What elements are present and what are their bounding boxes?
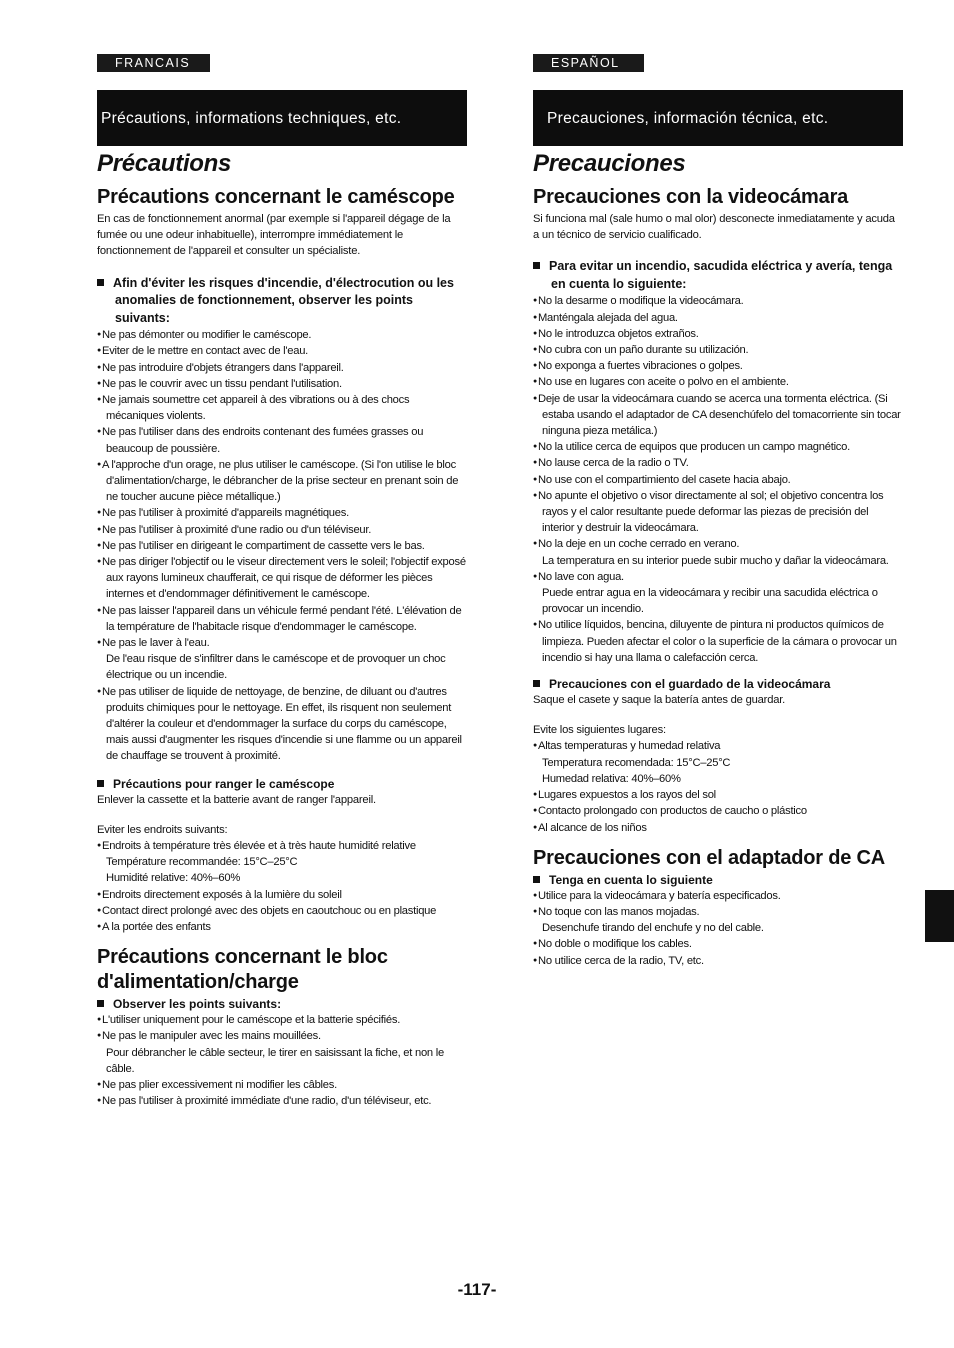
list-item: ● Ne pas introduire d'objets étrangers dans l'appareil. [97, 360, 467, 376]
avoid-list [97, 838, 467, 854]
list-item: ● Altas temperaturas y humedad relativa [533, 738, 903, 754]
storage-heading-text: Precauciones con el guardado de la videocámara [549, 677, 831, 692]
adapter-list-cont [97, 1077, 467, 1109]
storage-text: Enlever la cassette et la batterie avant de ranger l'appareil. [97, 793, 376, 806]
list-item: ● No lave con agua. [533, 569, 903, 585]
spanish-body [533, 146, 903, 969]
list-item: ● Ne jamais soumettre cet appareil à des vibrations ou à des chocs mécaniques violents. [97, 392, 467, 424]
precautions-list [97, 327, 467, 651]
relative-humidity: Humedad relativa: 40%–60% [542, 772, 681, 785]
avoid-intro: Eviter les endroits suivants: [97, 823, 228, 836]
adapter-list [97, 1012, 467, 1044]
list-item: ● No la deje en un coche cerrado en verano. [533, 536, 903, 552]
observe-heading-text: Tenga en cuenta lo siguiente [549, 872, 713, 887]
adapter-list [533, 888, 903, 920]
list-note: Puede entrar agua en la videocámara y recibir una sacudida eléctrica o provocar un incendio. [542, 587, 878, 616]
list-item: ● Eviter de le mettre en contact avec de l'eau. [97, 343, 467, 359]
list-item: ● No use en lugares con aceite o polvo en el ambiente. [533, 374, 903, 390]
warning-heading-text: Afin d'éviter les risques d'incendie, d'électrocution ou les anomalies de fonctionnement, observer les points suivants: [113, 275, 454, 325]
avoid-list-cont [97, 887, 467, 936]
list-item: ● No doble o modifique los cables. [533, 936, 903, 952]
list-item: ● Ne pas l'utiliser à proximité d'une radio ou d'un téléviseur. [97, 522, 467, 538]
list-item: ● Ne pas laisser l'appareil dans un véhicule fermé pendant l'été. L'élévation de la température de l'habitacle risque d'endommager le caméscope. [97, 603, 467, 635]
storage-heading [533, 676, 903, 692]
adapter-list-cont [533, 936, 903, 968]
list-item: ● No la utilice cerca de equipos que producen un campo magnético. [533, 439, 903, 455]
list-note: Pour débrancher le câble secteur, le tirer en saisissant la fiche, et non le câble. [106, 1046, 444, 1075]
list-item: ● Contact direct prolongé avec des objets en caoutchouc ou en plastique [97, 903, 467, 919]
list-item: ● Al alcance de los niños [533, 820, 903, 836]
avoid-list-cont [533, 787, 903, 836]
section-header-bar: Précautions, informations techniques, etc. [97, 90, 467, 146]
language-tab: FRANCAIS [97, 54, 210, 72]
language-tab: ESPAÑOL [533, 54, 644, 72]
list-item: ● Endroits à température très élevée et à très haute humidité relative [97, 838, 467, 854]
list-item: ● Ne pas le couvrir avec un tissu pendant l'utilisation. [97, 376, 467, 392]
list-item: ● Lugares expuestos a los rayos del sol [533, 787, 903, 803]
avoid-intro: Evite los siguientes lugares: [533, 724, 666, 737]
page-title: Précautions [97, 150, 232, 177]
chapter-edge-marker [925, 890, 954, 942]
warning-heading [533, 258, 903, 293]
list-item: ● No lause cerca de la radio o TV. [533, 455, 903, 471]
square-bullet-icon [533, 876, 540, 883]
list-item: ● Ne pas plier excessivement ni modifier les câbles. [97, 1077, 467, 1093]
list-item: ● Utilice para la videocámara y batería especificados. [533, 888, 903, 904]
intro-text: Si funciona mal (sale humo o mal olor) desconecte inmediatamente y acuda a un técnico de servicio cualificado. [533, 213, 895, 242]
relative-humidity: Humidité relative: 40%–60% [106, 872, 241, 885]
storage-text: Saque el casete y saque la batería antes de guardar. [533, 694, 786, 707]
observe-heading [97, 996, 467, 1012]
precautions-list [533, 293, 903, 552]
intro-text: En cas de fonctionnement anormal (par exemple si l'appareil dégage de la fumée ou une odeur inhabituelle), interrompre immédiatement le fonctionnement de l'appareil et consulter un spécialiste. [97, 213, 451, 258]
list-item: ● Deje de usar la videocámara cuando se acerca una tormenta eléctrica. (Si estaba usando el adaptador de CA desenchúfelo del tomacorriente sin tocar ninguna pieza metálica.) [533, 391, 903, 440]
list-item: ● No utilice cerca de la radio, TV, etc. [533, 953, 903, 969]
list-item: ● No exponga a fuertes vibraciones o golpes. [533, 358, 903, 374]
list-item: ● No apunte el objetivo o visor directamente al sol; el objetivo concentra los rayos y el calor resultante puede deformar las piezas de precisión del interior y destruir la videocámara. [533, 488, 903, 537]
list-item: ● No cubra con un paño durante su utilización. [533, 342, 903, 358]
list-item: ● Ne pas le manipuler avec les mains mouillées. [97, 1028, 467, 1044]
precautions-list-end [97, 684, 467, 765]
list-item: ● No le introduzca objetos extraños. [533, 326, 903, 342]
storage-heading-text: Précautions pour ranger le caméscope [113, 776, 335, 791]
adapter-precautions-heading: Précautions concernant le bloc d'alimentation/charge [97, 946, 388, 994]
square-bullet-icon [533, 680, 540, 687]
list-item: ● A l'approche d'un orage, ne plus utiliser le caméscope. (Si l'on utilise le bloc d'alimentation/charge, le débrancher de la prise secteur en prenant soin de ne toucher aucune pièce métallique.) [97, 457, 467, 506]
list-item: ● Ne pas l'utiliser dans des endroits contenant des fumées grasses ou beaucoup de poussière. [97, 424, 467, 456]
list-item: ● Endroits directement exposés à la lumière du soleil [97, 887, 467, 903]
list-item: ● Ne pas l'utiliser en dirigeant le compartiment de cassette vers le bas. [97, 538, 467, 554]
precautions-list-wash [533, 569, 903, 585]
page-number: -117- [457, 1280, 497, 1299]
list-item: ● Ne pas le laver à l'eau. [97, 635, 467, 651]
observe-heading-text: Observer les points suivants: [113, 997, 282, 1012]
camcorder-precautions-heading: Precauciones con la videocámara [533, 186, 849, 208]
warning-heading [97, 275, 467, 328]
list-note: La temperatura en su interior puede subir mucho y dañar la videocámara. [542, 554, 889, 567]
recommended-temperature: Température recommandée: 15°C–25°C [106, 856, 298, 869]
recommended-temperature: Temperatura recomendada: 15°C–25°C [542, 756, 731, 769]
page-title: Precauciones [533, 150, 686, 177]
list-item: ● Ne pas l'utiliser à proximité immédiate d'une radio, d'un téléviseur, etc. [97, 1093, 467, 1109]
french-body [97, 146, 467, 1109]
storage-heading [97, 776, 467, 792]
warning-heading-text: Para evitar un incendio, sacudida eléctrica y avería, tenga en cuenta lo siguiente: [549, 259, 893, 291]
list-note: De l'eau risque de s'infiltrer dans le caméscope et de provoquer un choc électrique ou un incendie. [106, 653, 446, 682]
avoid-list [533, 738, 903, 754]
list-item: ● A la portée des enfants [97, 919, 467, 935]
list-item: ● No use con el compartimiento del casete hacia abajo. [533, 472, 903, 488]
square-bullet-icon [533, 262, 540, 269]
section-header-bar: Precauciones, información técnica, etc. [533, 90, 903, 146]
list-item: ● L'utiliser uniquement pour le caméscope et la batterie spécifiés. [97, 1012, 467, 1028]
list-item: ● Ne pas l'utiliser à proximité d'appareils magnétiques. [97, 505, 467, 521]
list-item: ● Manténgala alejada del agua. [533, 310, 903, 326]
list-item: ● Ne pas diriger l'objectif ou le viseur directement vers le soleil; l'objectif exposé aux rayons lumineux chaufferait, ce qui risque de déformer les pièces internes et d'endommager définitivement le caméscope. [97, 554, 467, 603]
adapter-precautions-heading: Precauciones con el adaptador de CA [533, 846, 885, 869]
list-item: ● Ne pas démonter ou modifier le caméscope. [97, 327, 467, 343]
square-bullet-icon [97, 780, 104, 787]
list-item: ● No la desarme o modifique la videocámara. [533, 293, 903, 309]
list-item: ● Ne pas utiliser de liquide de nettoyage, de benzine, de diluant ou d'autres produits chimiques pour le nettoyage. En effet, ils risquent non seulement d'altérer la couleur et d'endommager la surface du corps du caméscope, mais aussi d'augmenter les risques d'incendie si une flamme ou un appareil de chauffage se trouvent à proximité. [97, 684, 467, 765]
precautions-list-end [533, 617, 903, 666]
list-item: ● Contacto prolongado con productos de caucho o plástico [533, 803, 903, 819]
observe-heading [533, 872, 903, 888]
list-note: Desenchufe tirando del enchufe y no del cable. [542, 922, 764, 935]
list-item: ● No toque con las manos mojadas. [533, 904, 903, 920]
list-item: ● No utilice líquidos, bencina, diluyente de pintura ni productos químicos de limpieza. Pueden afectar el color o la superficie de la cámara o provocar un incendio si hay una llama o calefacción cerca. [533, 617, 903, 666]
square-bullet-icon [97, 1000, 104, 1007]
camcorder-precautions-heading: Précautions concernant le caméscope [97, 186, 455, 208]
square-bullet-icon [97, 279, 104, 286]
